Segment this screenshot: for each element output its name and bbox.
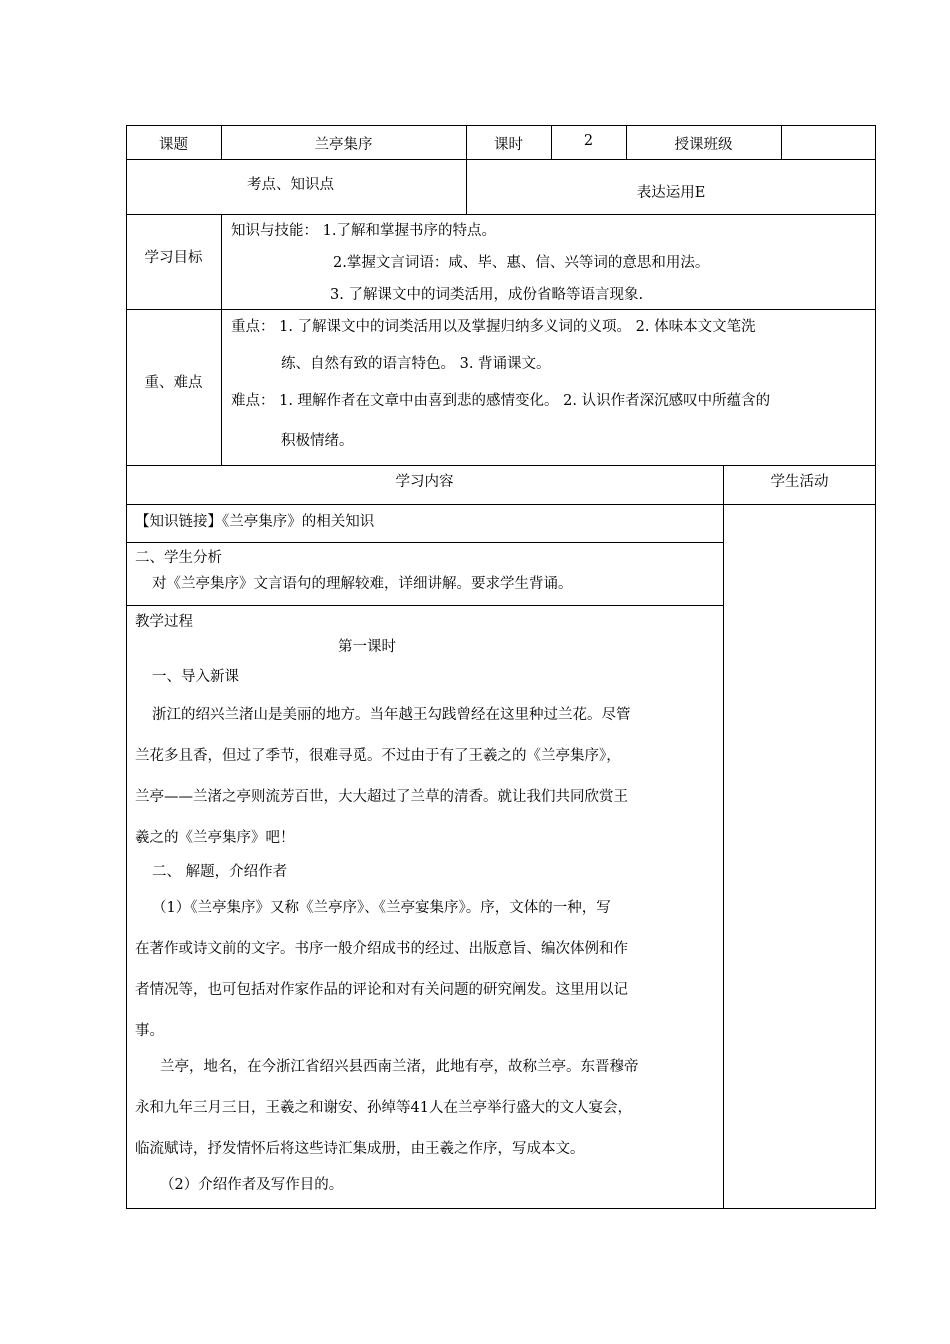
paragraph-line: 事。 (135, 1023, 164, 1039)
objective-line: 知识与技能： 1.了解和掌握书序的特点。 (231, 223, 496, 239)
key-point-line: 重点： 1. 了解课文中的词类活用以及掌握归纳多义词的义项。 2. 体味本文文笔洗 (231, 319, 756, 335)
paragraph-line: （1）《兰亭集序》又称《兰亭序》、《兰亭宴集序》。序，文体的一种，写 (152, 900, 611, 916)
paragraph-line: 者情况等，也可包括对作家作品的评论和对有关问题的研究阐发。这里用以记 (135, 982, 628, 998)
row-divider (126, 309, 876, 310)
key-point-line: 练、自然有致的语言特色。 3. 背诵课文。 (281, 356, 551, 372)
col-divider (781, 125, 782, 160)
teaching-process-title: 教学过程 (135, 614, 193, 630)
key-point-line: 积极情绪。 (281, 433, 354, 449)
student-activity-header: 学生活动 (770, 474, 829, 490)
objective-line: 2.掌握文言词语：咸、毕、惠、信、兴等词的意思和用法。 (333, 255, 710, 271)
exam-points-value: 表达运用E (636, 185, 706, 201)
periods-value: 2 (583, 133, 594, 149)
key-points-label: 重、难点 (144, 375, 203, 391)
learning-content-header: 学习内容 (395, 474, 454, 490)
section-heading: 二、 解题，介绍作者 (152, 864, 288, 880)
objectives-label: 学习目标 (144, 250, 203, 266)
paragraph-line: 永和九年三月三日，王羲之和谢安、孙绰等41人在兰亭举行盛大的文人宴会， (135, 1100, 632, 1116)
row-divider (126, 214, 876, 215)
row-divider (126, 542, 723, 543)
paragraph-line: 在著作或诗文前的文字。书序一般介绍成书的经过、出版意旨、编次体例和作 (135, 941, 628, 957)
row-divider (126, 605, 723, 606)
exam-points-label: 考点、知识点 (247, 177, 334, 193)
paragraph-line: 羲之的《兰亭集序》吧！ (135, 830, 295, 846)
paragraph-line: 浙江的绍兴兰渚山是美丽的地方。当年越王勾践曾经在这里种过兰花。尽管 (152, 707, 631, 723)
student-analysis-title: 二、学生分析 (135, 550, 222, 566)
student-analysis-text: 对《兰亭集序》文言语句的理解较难，详细讲解。要求学生背诵。 (152, 576, 573, 592)
paragraph-line: 兰亭——兰渚之亭则流芳百世，大大超过了兰草的清香。就让我们共同欣赏王 (135, 789, 628, 805)
paragraph-line: （2）介绍作者及写作目的。 (160, 1177, 344, 1193)
topic-label: 课题 (159, 137, 188, 153)
objective-line: 3. 了解课文中的词类活用，成份省略等语言现象. (330, 287, 644, 303)
row-divider (126, 159, 876, 160)
periods-label: 课时 (494, 137, 523, 153)
section-heading: 一、导入新课 (152, 669, 239, 685)
paragraph-line: 兰花多且香，但过了季节，很难寻觅。不过由于有了王羲之的《兰亭集序》， (135, 748, 621, 764)
col-divider (221, 214, 222, 466)
paragraph-line: 兰亭，地名，在今浙江省绍兴县西南兰渚，此地有亭，故称兰亭。东晋穆帝 (160, 1059, 639, 1075)
lesson-title: 第一课时 (338, 639, 396, 655)
key-point-line: 难点： 1. 理解作者在文章中由喜到悲的感情变化。 2. 认识作者深沉感叹中所蕴含的 (231, 393, 771, 409)
col-divider (723, 465, 724, 1209)
row-divider (126, 504, 876, 505)
topic-value: 兰亭集序 (314, 137, 373, 153)
paragraph-line: 临流赋诗，抒发情怀后将这些诗汇集成册，由王羲之作序，写成本文。 (135, 1141, 585, 1157)
knowledge-link: 【知识链接】《兰亭集序》的相关知识 (135, 514, 375, 530)
class-label: 授课班级 (674, 137, 733, 153)
row-divider (126, 465, 876, 466)
